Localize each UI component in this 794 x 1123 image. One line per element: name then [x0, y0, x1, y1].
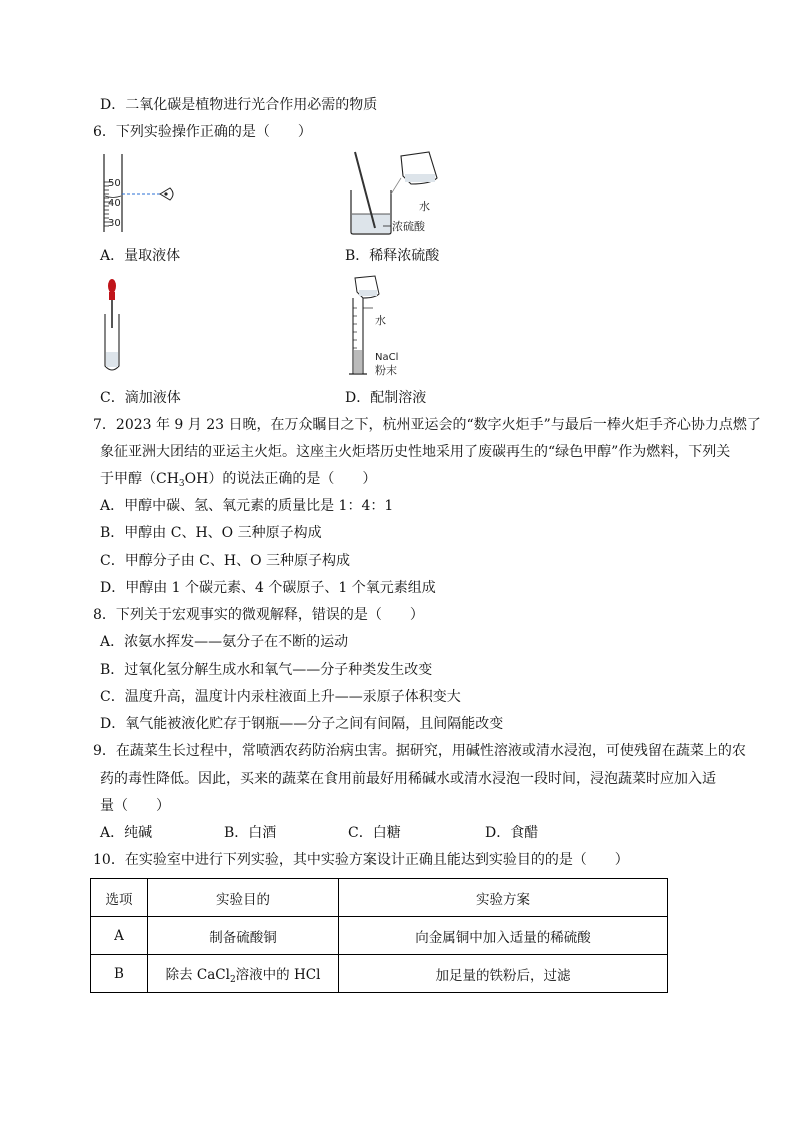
row-a-option: A: [91, 917, 148, 955]
q7-line2: 象征亚洲大团结的亚运主火炬。这座主火炬塔历史性地采用了废碳再生的“绿色甲醇”作为燃料，下列关: [100, 444, 731, 460]
row-b-plan: 加足量的铁粉后，过滤: [339, 955, 668, 993]
q9-line3: 量（ ）: [100, 798, 170, 814]
q7-line1: 7．2023 年 9 月 23 日晚，在万众瞩目之下，杭州亚运会的“数字火炬手”与最后一棒火炬手齐心协力点燃了: [93, 417, 761, 433]
label-conc-acid: 浓硫酸: [392, 220, 425, 233]
q9-line1: 9．在蔬菜生长过程中，常喷洒农药防治病虫害。据研究，用碱性溶液或清水浸泡，可使残留在蔬菜上的农: [93, 743, 746, 759]
figure-drop-liquid: [100, 276, 130, 376]
header-option: 选项: [91, 879, 148, 917]
row-b-goal: 除去 CaCl$_2$溶液中的 HCl: [148, 955, 339, 993]
tick-30: 30: [108, 218, 121, 229]
header-goal: 实验目的: [148, 879, 339, 917]
label-nacl: NaCl: [375, 352, 399, 363]
figure-dilute-acid: [345, 150, 455, 236]
eye-icon: [160, 188, 173, 200]
q7-option-d: D．甲醇由 1 个碳元素、4 个碳原子、1 个氧元素组成: [100, 580, 436, 596]
table-row: [91, 955, 668, 993]
label-water: 水: [419, 200, 430, 213]
q8-stem: 8．下列关于宏观事实的微观解释，错误的是（ ）: [93, 607, 424, 623]
row-a-plan: 向金属铜中加入适量的稀硫酸: [339, 917, 668, 955]
caption-c: C．滴加液体: [100, 390, 181, 406]
caption-b: B．稀释浓硫酸: [345, 248, 440, 264]
table-row: [91, 917, 668, 955]
caption-d: D．配制溶液: [345, 390, 427, 406]
q9-options: [100, 823, 538, 843]
figure-measure-liquid: [100, 152, 190, 234]
q7-line3: 于甲醇$(CH_3OH)$的说法正确的是（ ）: [100, 471, 377, 489]
q9-option-b: B．白酒: [224, 825, 277, 841]
q7-option-b: B．甲醇由 C、H、O 三种原子构成: [100, 525, 322, 541]
q7-option-c: C．甲醇分子由 C、H、O 三种原子构成: [100, 553, 351, 569]
label-water-d: 水: [375, 314, 386, 327]
caption-a: A．量取液体: [100, 248, 181, 264]
row-a-goal: 制备硫酸铜: [148, 917, 339, 955]
q9-option-c: C．白糖: [348, 825, 401, 841]
q8-option-a: A．浓氨水挥发——氨分子在不断的运动: [100, 634, 349, 650]
q8-option-b: B．过氧化氢分解生成水和氧气——分子种类发生改变: [100, 662, 433, 678]
experiment-table: [90, 878, 668, 993]
q8-option-c: C．温度升高，温度计内汞柱液面上升——汞原子体积变大: [100, 689, 461, 705]
q9-line2: 药的毒性降低。因此，买来的蔬菜在食用前最好用稀碱水或清水浸泡一段时间，浸泡蔬菜时应加入适: [100, 771, 716, 787]
q8-option-d: D．氧气能被液化贮存于钢瓶——分子之间有间隔，且间隔能改变: [100, 716, 504, 732]
figure-prepare-solution: [345, 274, 435, 378]
q9-option-a: A．纯碱: [100, 825, 153, 841]
header-plan: 实验方案: [339, 879, 668, 917]
row-b-option: B: [91, 955, 148, 993]
q5-option-d: D．二氧化碳是植物进行光合作用必需的物质: [100, 97, 378, 113]
tick-40: 40: [108, 198, 121, 209]
table-header-row: [91, 879, 668, 917]
q10-stem: 10．在实验室中进行下列实验，其中实验方案设计正确且能达到实验目的的是（ ）: [93, 852, 629, 868]
tick-50: 50: [108, 178, 121, 189]
q6-stem: 6．下列实验操作正确的是（ ）: [93, 124, 312, 140]
q9-option-d: D．食醋: [485, 825, 539, 841]
label-powder: 粉末: [375, 364, 397, 377]
q7-option-a: A．甲醇中碳、氢、氧元素的质量比是 1：4：1: [100, 498, 394, 514]
